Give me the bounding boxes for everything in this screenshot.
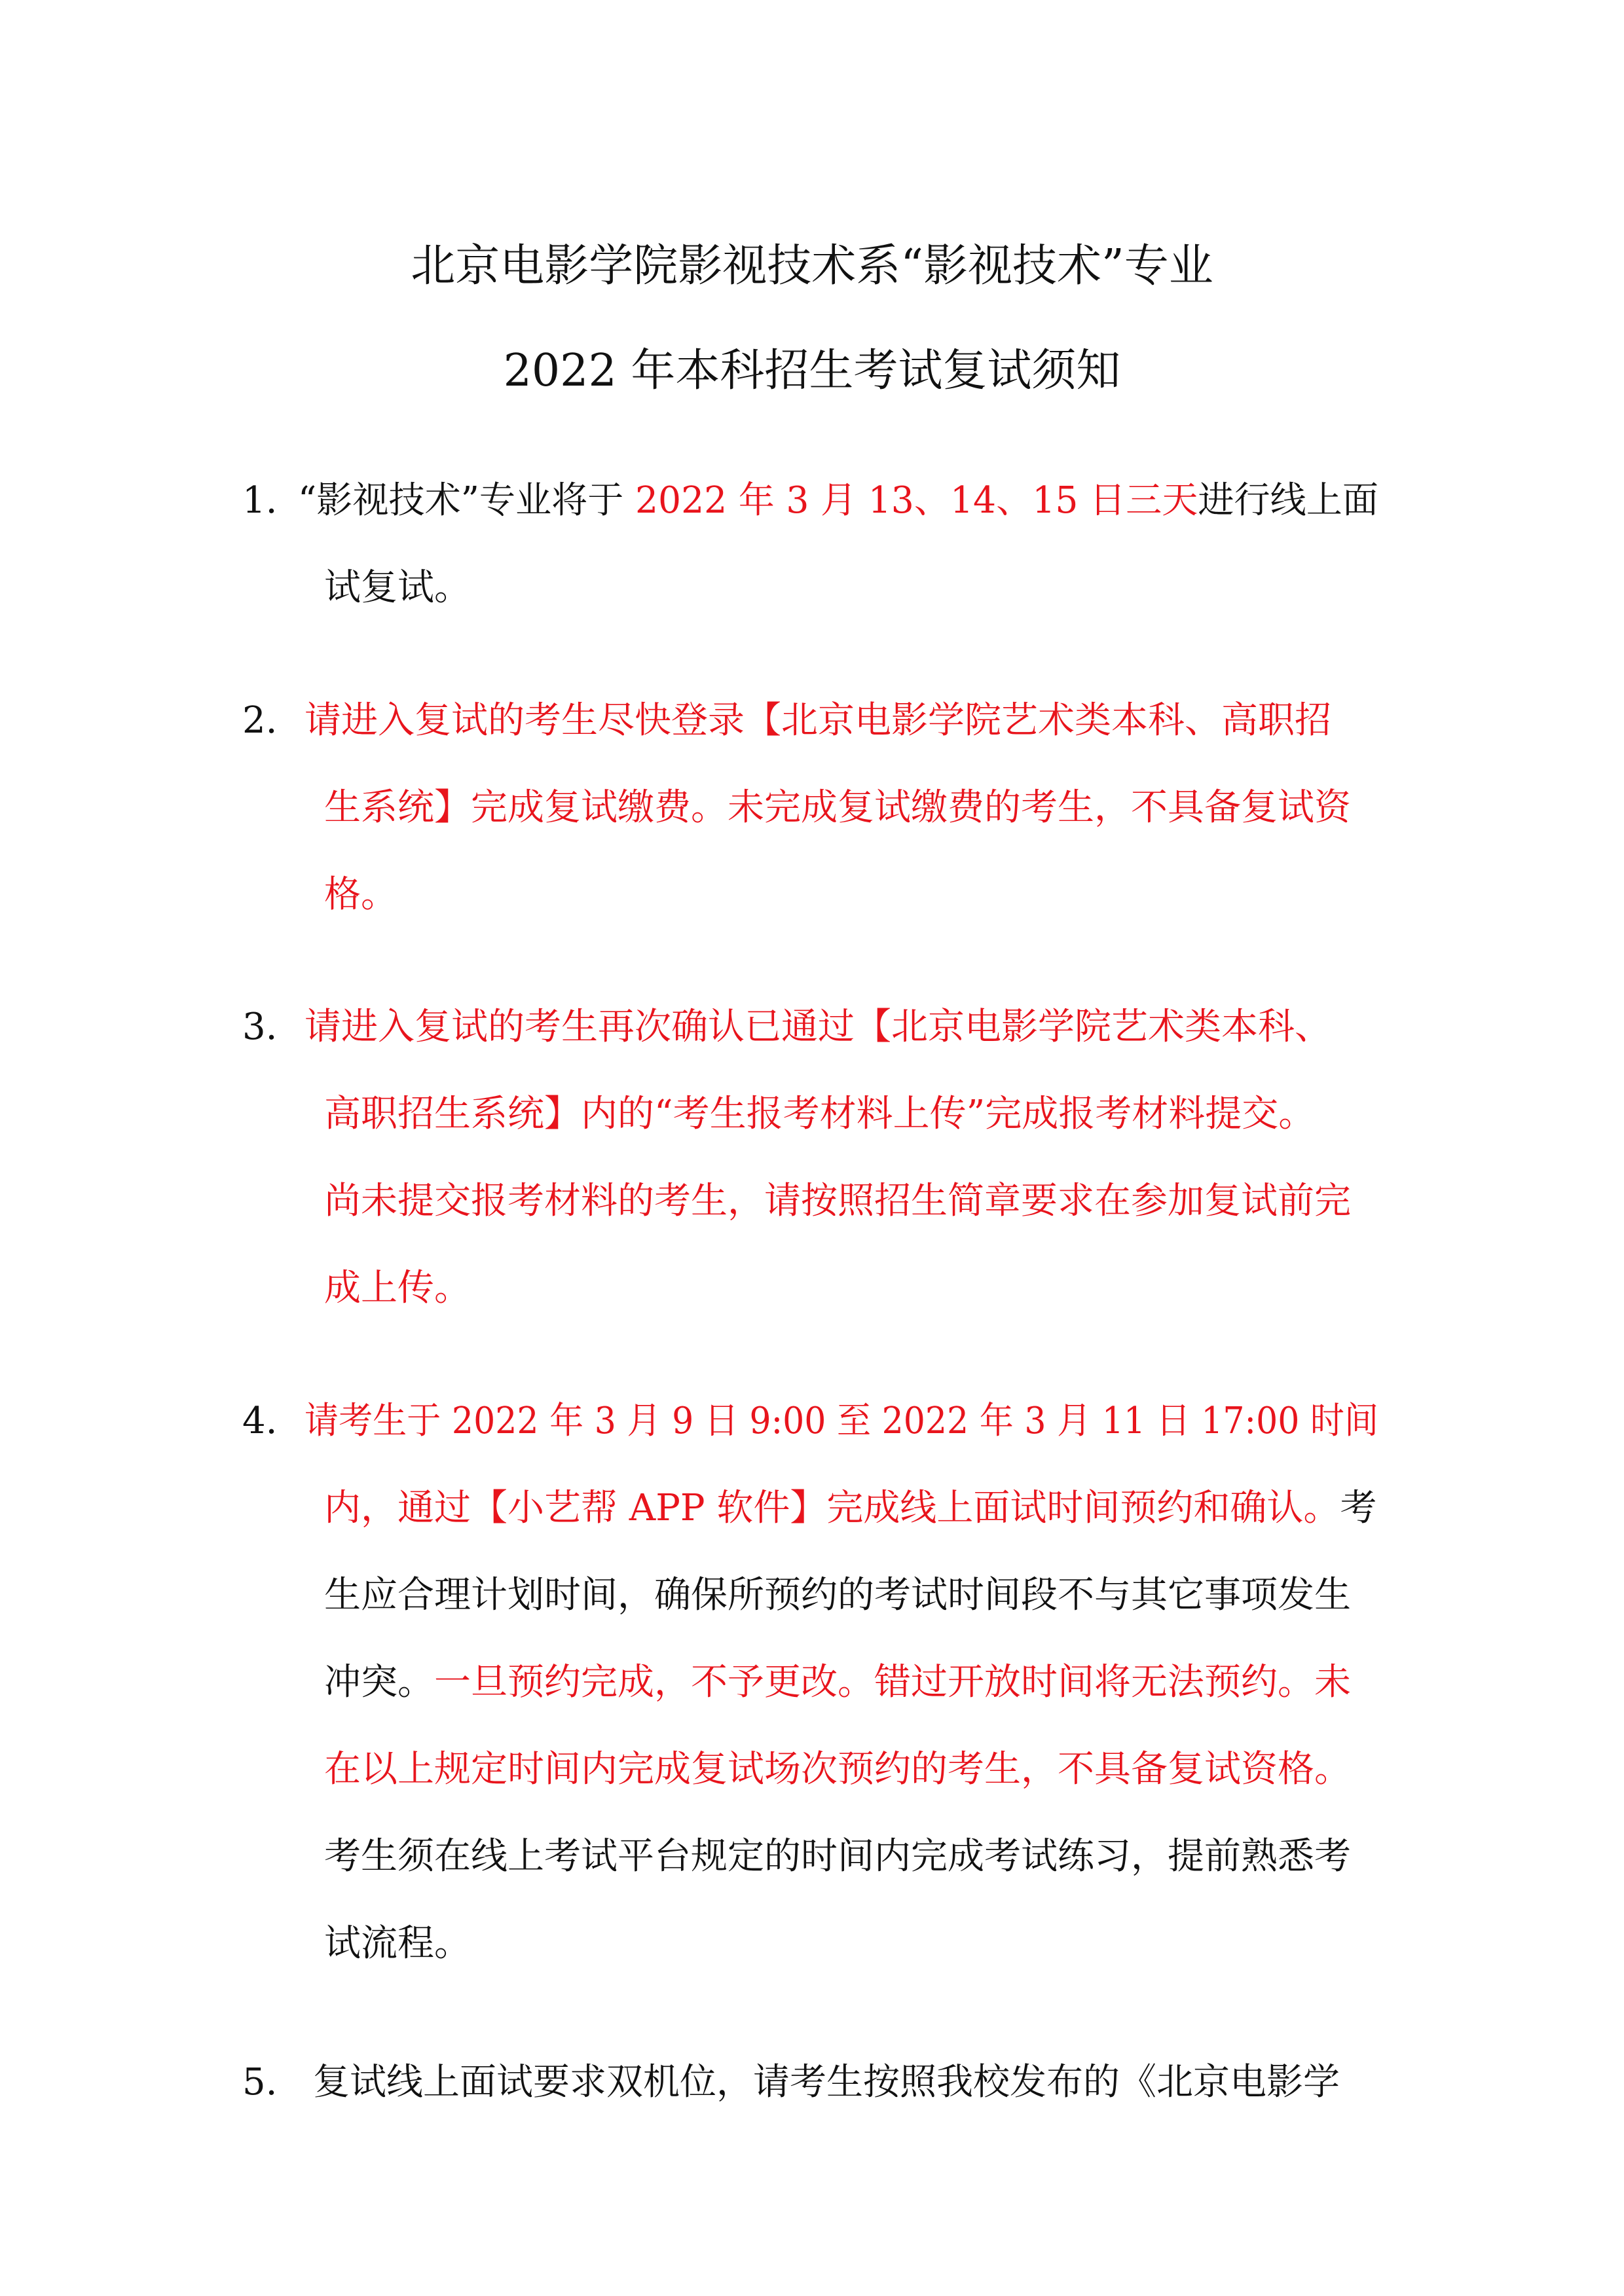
item-text-line bbox=[324, 1267, 471, 1309]
emphasized-text: 请进入复试的考生尽快登录【北京电影学院艺术类本科、高职招 bbox=[304, 699, 1331, 742]
body-text: 复试线上面试要求双机位，请考生按照我校发布的《北京电影学 bbox=[313, 2061, 1340, 2104]
body-text: 试流程。 bbox=[324, 1922, 471, 1965]
item-text-line bbox=[324, 566, 471, 609]
item-number: 1. bbox=[242, 479, 278, 522]
item-text-line bbox=[324, 873, 397, 916]
emphasized-text: 高职招生系统】内的“考生报考材料上传”完成报考材料提交。 bbox=[324, 1093, 1316, 1135]
emphasized-text: 请进入复试的考生再次确认已通过【北京电影学院艺术类本科、 bbox=[304, 1006, 1331, 1048]
item-text-line bbox=[324, 1487, 1377, 1529]
item-text-line bbox=[324, 1661, 1351, 1704]
emphasized-text: 2022 年 3 月 13、14、15 日三天 bbox=[635, 479, 1198, 522]
item-text-line bbox=[298, 479, 1378, 522]
item-text-line bbox=[324, 1180, 1351, 1222]
item-number: 2. bbox=[242, 699, 278, 742]
body-text: 试复试。 bbox=[324, 566, 471, 609]
item-number: 3. bbox=[242, 1006, 278, 1048]
body-text: “影视技术”专业将于 bbox=[298, 479, 635, 522]
emphasized-text: 在以上规定时间内完成复试场次预约的考生，不具备复试资格。 bbox=[324, 1748, 1351, 1791]
emphasized-text: 成上传。 bbox=[324, 1267, 471, 1309]
emphasized-text: 尚未提交报考材料的考生，请按照招生简章要求在参加复试前完 bbox=[324, 1180, 1351, 1222]
emphasized-text: 内，通过【小艺帮 APP 软件】完成线上面试时间预约和确认。 bbox=[324, 1487, 1340, 1529]
title-line-2: 2022 年本科招生考试复试须知 bbox=[503, 345, 1121, 397]
body-text: 进行线上面 bbox=[1198, 479, 1378, 522]
item-text-line bbox=[304, 1006, 1331, 1048]
item-text-line bbox=[304, 699, 1331, 742]
body-text: 考生须在线上考试平台规定的时间内完成考试练习，提前熟悉考 bbox=[324, 1835, 1351, 1878]
item-text-line bbox=[304, 1400, 1379, 1442]
item-text-line bbox=[313, 2061, 1340, 2104]
body-text: 考 bbox=[1340, 1487, 1377, 1529]
item-number: 4. bbox=[242, 1400, 278, 1442]
emphasized-text: 生系统】完成复试缴费。未完成复试缴费的考生，不具备复试资 bbox=[324, 786, 1351, 829]
title-line-1: 北京电影学院影视技术系“影视技术”专业 bbox=[411, 240, 1213, 292]
item-text-line bbox=[324, 786, 1351, 829]
item-text-line bbox=[324, 1835, 1351, 1878]
body-text: 生应合理计划时间，确保所预约的考试时间段不与其它事项发生 bbox=[324, 1574, 1351, 1616]
emphasized-text: 格。 bbox=[324, 873, 397, 916]
item-text-line bbox=[324, 1574, 1351, 1616]
emphasized-text: 一旦预约完成，不予更改。错过开放时间将无法预约。未 bbox=[434, 1661, 1351, 1704]
item-text-line bbox=[324, 1093, 1316, 1135]
item-number: 5. bbox=[242, 2061, 278, 2104]
emphasized-text: 请考生于 2022 年 3 月 9 日 9:00 至 2022 年 3 月 11 日 17:00 时间 bbox=[304, 1400, 1379, 1442]
item-text-line bbox=[324, 1922, 471, 1965]
item-text-line bbox=[324, 1748, 1351, 1791]
body-text: 冲突。 bbox=[324, 1661, 434, 1704]
